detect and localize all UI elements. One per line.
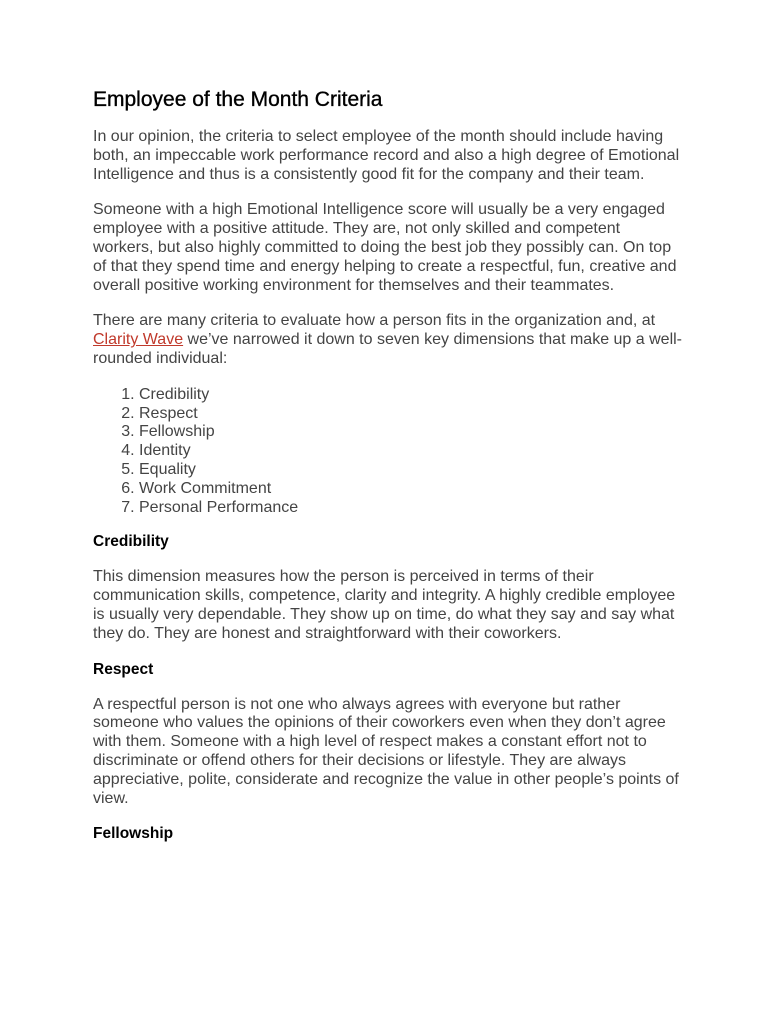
document-title: Employee of the Month Criteria bbox=[93, 88, 383, 111]
criteria-text-after-link: we’ve narrowed it down to seven key dimensions that make up a well-rounded individual: bbox=[93, 331, 683, 367]
criteria-paragraph bbox=[93, 312, 683, 368]
section-body-credibility: This dimension measures how the person is perceived in terms of their communication skills, competence, clarity and integrity. A highly credible employee is usually very dependable. They show up on time, do what they say and say what they do. They are honest and straightforward with their coworkers. bbox=[93, 568, 676, 642]
list-item: 7. Personal Performance bbox=[139, 499, 683, 518]
emotional-intelligence-paragraph: Someone with a high Emotional Intelligence score will usually be a very engaged employee with a positive attitude. They are, not only skilled and competent workers, but also highly committed to doing the best job they possibly can. On top of that they spend time and energy helping to create a respectful, fun, creative and overall positive working environment for themselves and their teammates. bbox=[93, 201, 677, 294]
list-item: 2. Respect bbox=[139, 405, 683, 424]
list-item: 1. Credibility bbox=[139, 386, 683, 405]
list-item: 3. Fellowship bbox=[139, 423, 683, 442]
section-heading-respect: Respect bbox=[93, 660, 154, 678]
dimensions-list bbox=[93, 386, 683, 518]
intro-paragraph: In our opinion, the criteria to select employee of the month should include having both, an impeccable work performance record and also a high degree of Emotional Intelligence and thus is a consistently good fit for the company and their team. bbox=[93, 128, 680, 183]
section-heading-fellowship: Fellowship bbox=[93, 825, 174, 843]
criteria-text-before-link: There are many criteria to evaluate how a person fits in the organization and, at bbox=[93, 312, 656, 330]
list-item: 4. Identity bbox=[139, 442, 683, 461]
section-body-respect: A respectful person is not one who always agrees with everyone but rather someone who values the opinions of their coworkers even when they don’t agree with them. Someone with a high level of respect makes a constant effort not to discriminate or offend others for their decisions or lifestyle. They are always appreciative, polite, considerate and recognize the value in other people’s points of view. bbox=[93, 695, 679, 807]
list-item: 6. Work Commitment bbox=[139, 480, 683, 499]
list-item: 5. Equality bbox=[139, 461, 683, 480]
clarity-wave-link[interactable]: Clarity Wave bbox=[93, 331, 184, 349]
document-page bbox=[93, 86, 683, 860]
section-heading-credibility: Credibility bbox=[93, 533, 169, 551]
